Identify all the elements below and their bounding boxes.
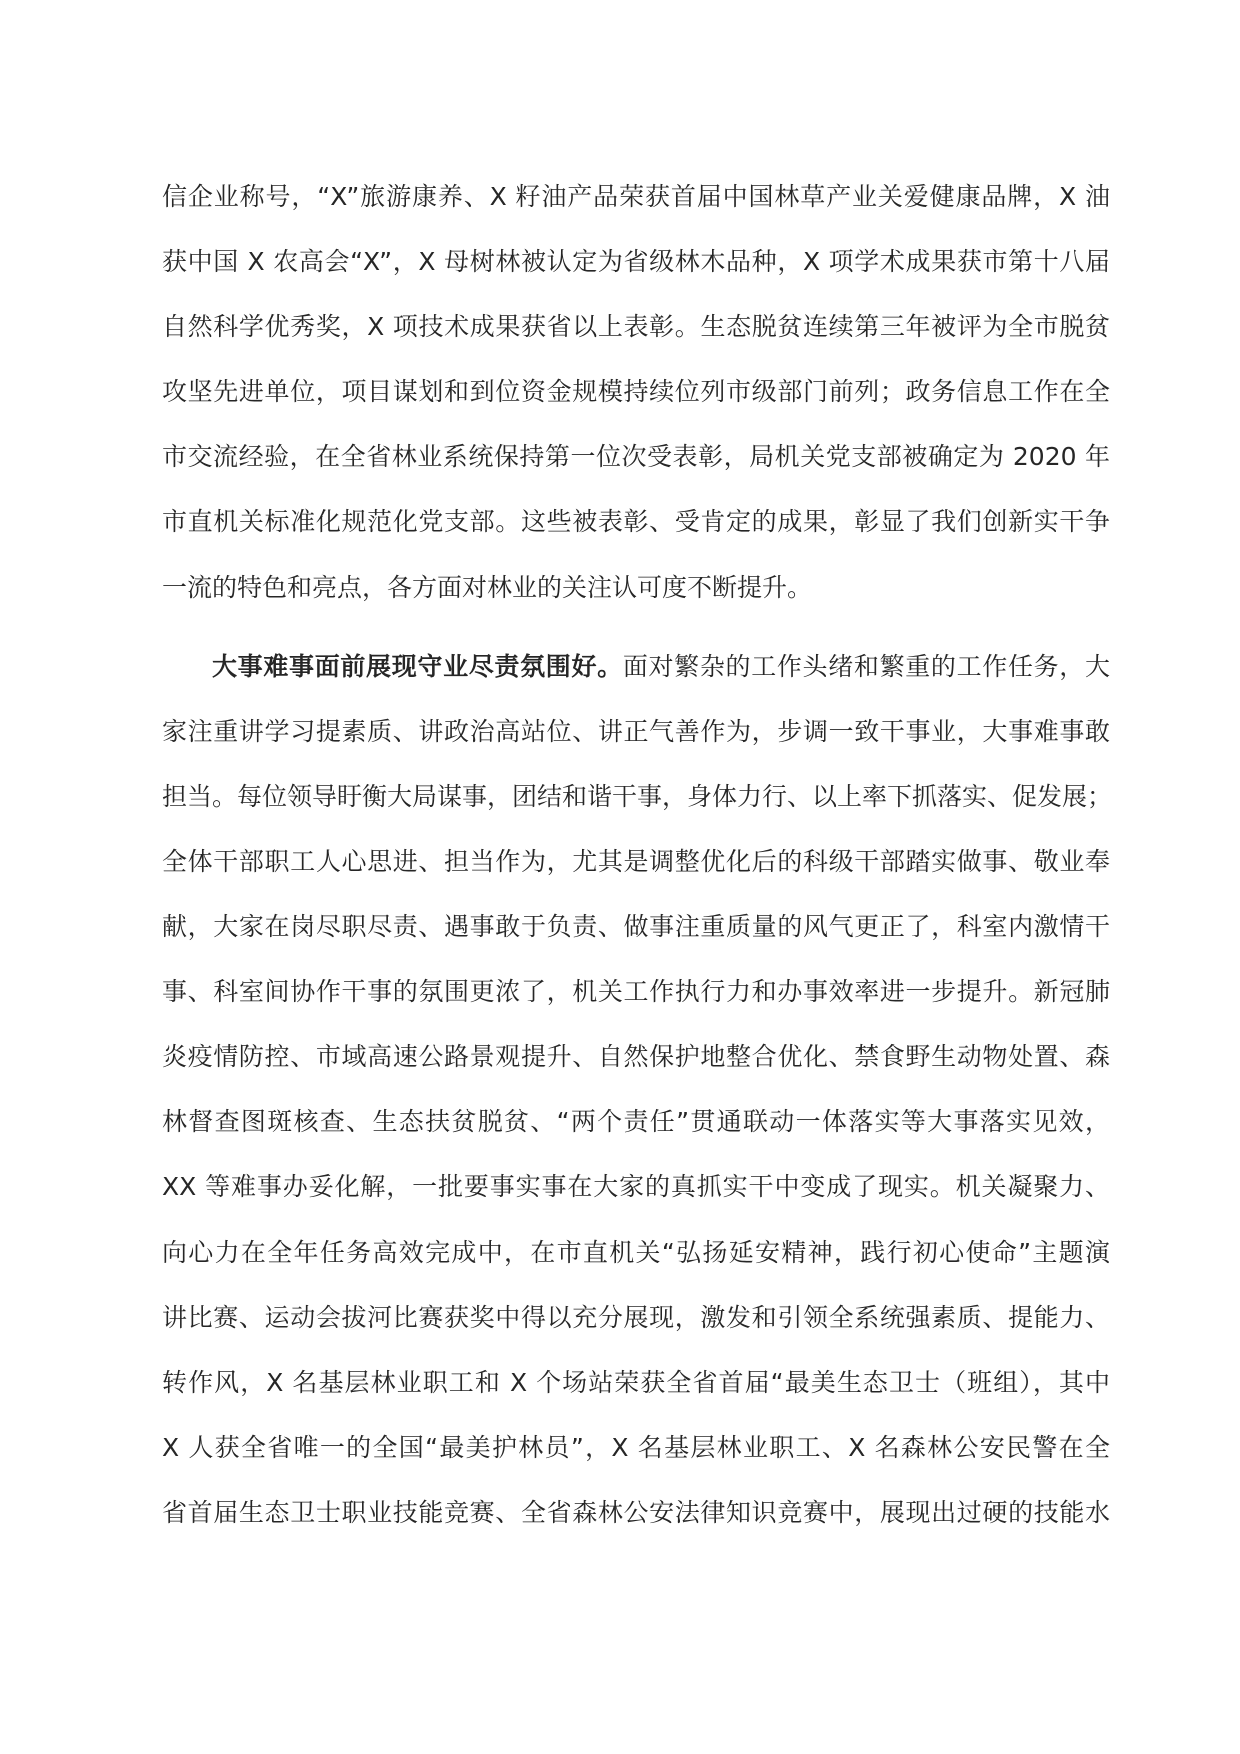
text-line: X 人获全省唯一的全国“最美护林员”，X 名基层林业职工、X 名森林公安民警在全 <box>162 1432 1110 1462</box>
text-line: 炎疫情防控、市域高速公路景观提升、自然保护地整合优化、禁食野生动物处置、森 <box>162 1042 1110 1072</box>
text-line: 事、科室间协作干事的氛围更浓了，机关工作执行力和办事效率进一步提升。新冠肺 <box>162 977 1110 1007</box>
text-line: 自然科学优秀奖，X 项技术成果获省以上表彰。生态脱贫连续第三年被评为全市脱贫 <box>162 312 1110 342</box>
paragraph-spacer <box>162 629 1110 643</box>
paragraph-heading: 大事难事面前展现守业尽责氛围好。 <box>212 651 623 681</box>
text-line: 家注重讲学习提素质、讲政治高站位、讲正气善作为，步调一致干事业，大事难事敢 <box>162 716 1110 746</box>
text-line: 信企业称号，“X”旅游康养、X 籽油产品荣获首届中国林草产业关爱健康品牌，X 油 <box>162 182 1110 211</box>
paragraph-achievements <box>162 173 1110 629</box>
text-line: XX 等难事办妥化解，一批要事实事在大家的真抓实干中变成了现实。机关凝聚力、 <box>162 1172 1110 1202</box>
text-line: 担当。每位领导盱衡大局谋事，团结和谐干事，身体力行、以上率下抓落实、促发展； <box>162 781 1113 811</box>
text-line: 攻坚先进单位，项目谋划和到位资金规模持续位列市级部门前列；政务信息工作在全 <box>162 377 1110 407</box>
text-line: 市直机关标准化规范化党支部。这些被表彰、受肯定的成果，彰显了我们创新实干争 <box>162 507 1110 537</box>
text-line: 林督查图斑核查、生态扶贫脱贫、“两个责任”贯通联动一体落实等大事落实见效， <box>162 1107 1110 1137</box>
text-line: 市交流经验，在全省林业系统保持第一位次受表彰，局机关党支部被确定为 2020 年 <box>162 442 1110 472</box>
text-line: 全体干部职工人心思进、担当作为，尤其是调整优化后的科级干部踏实做事、敬业奉 <box>162 846 1110 876</box>
text-line: 省首届生态卫士职业技能竞赛、全省森林公安法律知识竞赛中，展现出过硬的技能水 <box>162 1497 1110 1527</box>
text-line: 转作风，X 名基层林业职工和 X 个场站荣获全省首届“最美生态卫士（班组），其中 <box>162 1367 1110 1397</box>
text-line: 一流的特色和亮点，各方面对林业的关注认可度不断提升。 <box>162 572 813 602</box>
paragraph-responsibility <box>162 643 1113 1554</box>
text-line <box>162 643 1110 708</box>
text-line: 获中国 X 农高会“X”，X 母树林被认定为省级林木品种，X 项学术成果获市第十八届 <box>162 247 1110 277</box>
paragraph-text: 面对繁杂的工作头绪和繁重的工作任务，大 <box>622 651 1110 681</box>
text-line: 向心力在全年任务高效完成中，在市直机关“弘扬延安精神，践行初心使命”主题演 <box>162 1237 1110 1267</box>
text-line: 讲比赛、运动会拔河比赛获奖中得以充分展现，激发和引领全系统强素质、提能力、 <box>162 1302 1110 1332</box>
text-line: 献，大家在岗尽职尽责、遇事敢于负责、做事注重质量的风气更正了，科室内激情干 <box>162 912 1110 942</box>
document-body <box>162 173 1113 1554</box>
